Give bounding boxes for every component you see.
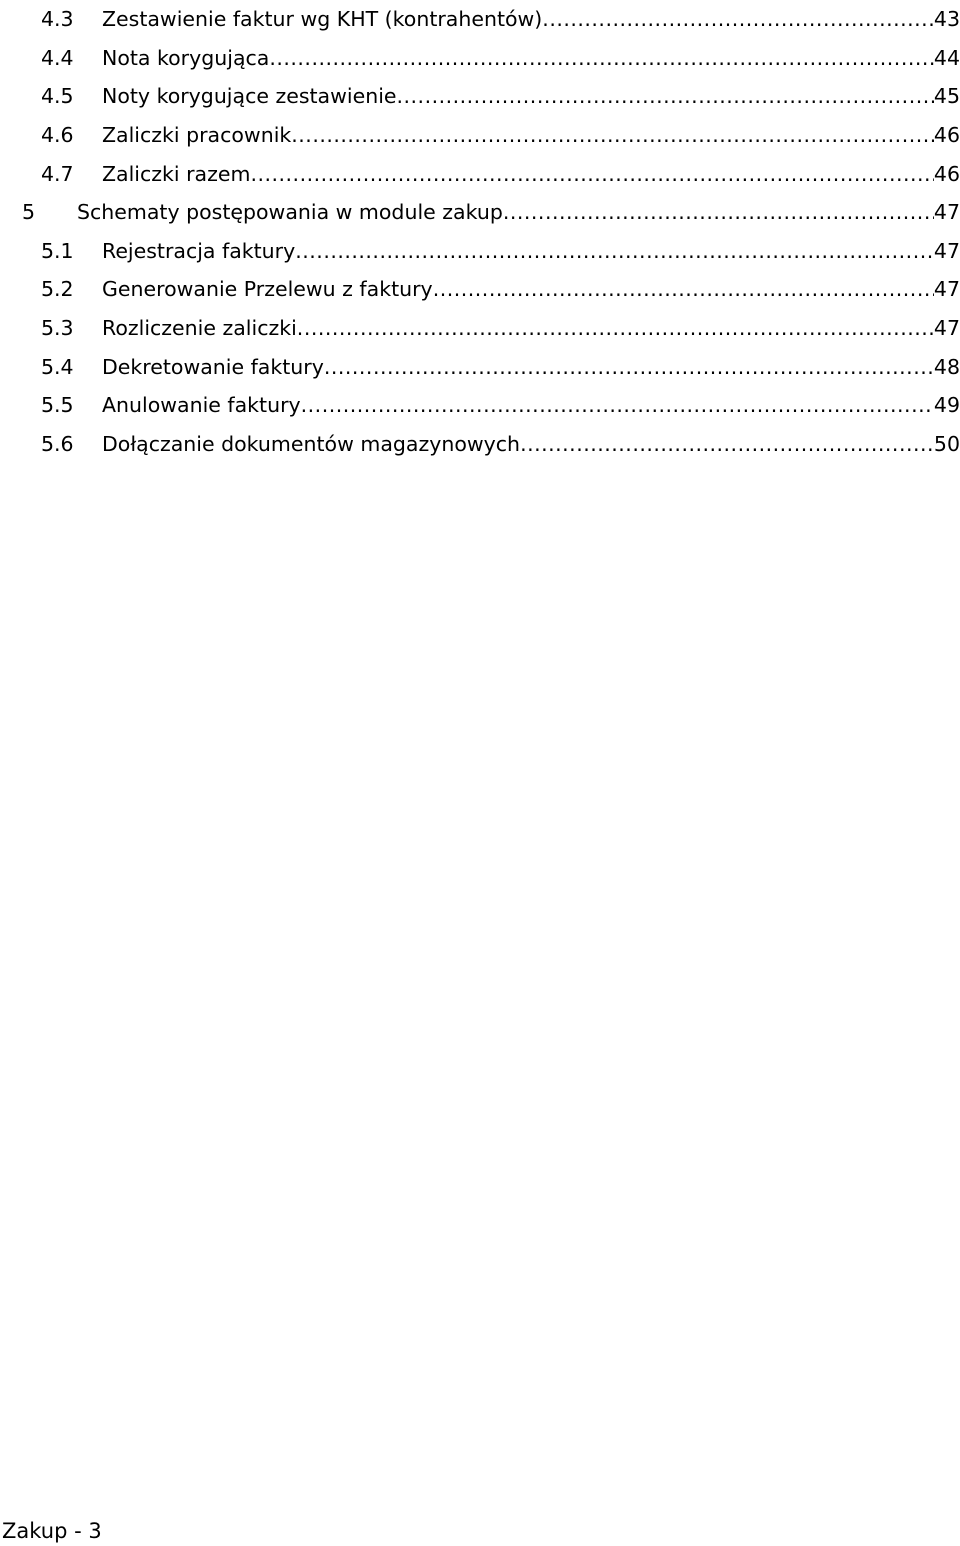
toc-leader-dots [295,239,934,263]
toc-entry-page: 47 [933,316,960,341]
toc-entry-title: Zaliczki pracownik [102,123,292,148]
toc-leader-dots [397,84,934,108]
toc-entry-number: 5 [22,200,36,225]
toc-entry-title: Schematy postępowania w module zakup [77,200,503,225]
toc-entry-number: 5.4 [41,354,74,379]
toc-entry-page: 44 [933,45,960,70]
toc-entry-title: Nota korygująca [102,45,270,70]
toc-entry-page: 45 [933,84,960,109]
toc-entry-line [102,0,960,39]
toc-leader-dots [297,316,934,340]
toc-entry-line [102,39,960,78]
toc-entry-4-6[interactable] [0,116,960,155]
toc-entry-title: Noty korygujące zestawienie [102,84,397,109]
toc-entry-number: 4.3 [41,7,74,32]
toc-entry-number: 5.2 [41,277,74,302]
toc-entry-line [102,77,960,116]
toc-entry-line [102,270,960,309]
toc-entry-title: Generowanie Przelewu z faktury [102,277,433,302]
toc-entry-page: 47 [933,200,960,225]
toc-entry-line [102,309,960,348]
toc-entry-page: 46 [933,161,960,186]
toc-entry-title: Anulowanie faktury [102,393,301,418]
toc-leader-dots [250,162,933,186]
toc-entry-page: 43 [933,7,960,32]
toc-entry-5-6[interactable] [0,425,960,464]
toc-entry-number: 5.6 [41,431,74,456]
toc-entry-5-3[interactable] [0,309,960,348]
toc-entry-number: 4.7 [41,161,74,186]
toc-entry-title: Dekretowanie faktury [102,354,324,379]
toc-entry-4-5[interactable] [0,77,960,116]
toc-entry-5-2[interactable] [0,270,960,309]
toc-entry-4-4[interactable] [0,39,960,78]
toc-leader-dots [324,355,934,379]
toc-entry-5-5[interactable] [0,386,960,425]
toc-entry-4-3[interactable] [0,0,960,39]
toc-leader-dots [301,393,934,417]
toc-leader-dots [542,7,934,31]
toc-entry-5-1[interactable] [0,232,960,271]
toc-entry-line [102,154,960,193]
toc-entry-number: 4.5 [41,84,74,109]
toc-entry-title: Rejestracja faktury [102,238,296,263]
toc-entry-number: 5.5 [41,393,74,418]
toc-leader-dots [269,46,934,70]
toc-entry-page: 49 [933,393,960,418]
toc-entry-line [102,386,960,425]
toc-entry-line [77,193,960,232]
toc-entry-title: Zestawienie faktur wg KHT (kontrahentów) [102,7,543,32]
table-of-contents [0,0,960,463]
toc-entry-page: 48 [933,354,960,379]
toc-entry-line [102,116,960,155]
toc-entry-line [102,347,960,386]
toc-entry-page: 47 [933,238,960,263]
toc-leader-dots [291,123,934,147]
page-footer: Zakup - 3 [2,1519,102,1543]
toc-entry-title: Zaliczki razem [102,161,251,186]
toc-leader-dots [433,277,934,301]
toc-entry-5-4[interactable] [0,347,960,386]
toc-entry-number: 4.6 [41,123,74,148]
toc-entry-page: 46 [933,123,960,148]
toc-entry-number: 4.4 [41,45,74,70]
toc-leader-dots [503,200,934,224]
toc-entry-number: 5.1 [41,238,74,263]
toc-entry-page: 50 [933,431,960,456]
toc-entry-title: Rozliczenie zaliczki [102,316,297,341]
toc-entry-line [102,232,960,271]
toc-entry-5[interactable] [0,193,960,232]
toc-entry-4-7[interactable] [0,154,960,193]
toc-entry-line [102,425,960,464]
toc-entry-page: 47 [933,277,960,302]
toc-entry-number: 5.3 [41,316,74,341]
toc-entry-title: Dołączanie dokumentów magazynowych [102,431,521,456]
toc-leader-dots [520,432,934,456]
